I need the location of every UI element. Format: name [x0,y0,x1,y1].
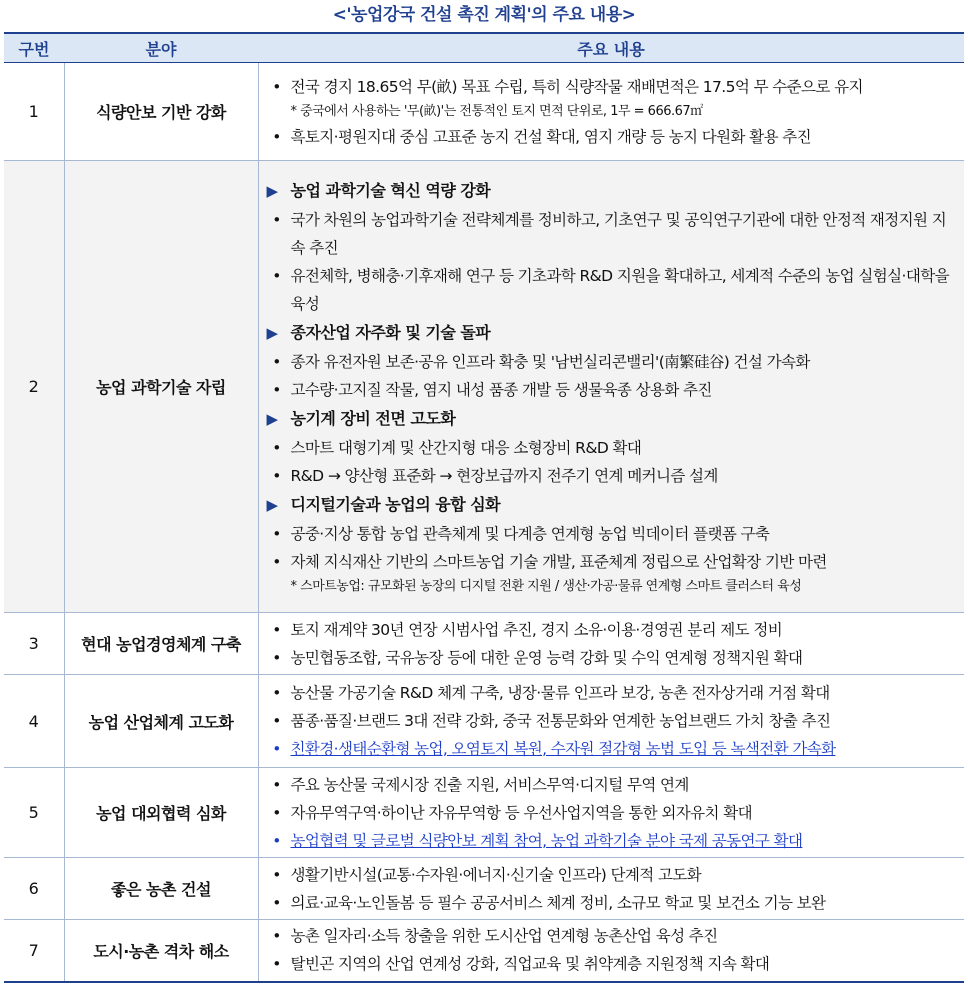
plan-table [4,32,964,983]
bullet-icon: • [272,893,281,912]
list-item: • 탈빈곤 지역의 산업 연계성 강화, 직업교육 및 취약계층 지원정책 지속 확대 [263,950,957,978]
list-item: • 종자 유전자원 보존·공유 인프라 확충 및 '남번실리콘밸리'(南繁硅谷) 건설 가속화 [263,348,957,376]
row-content [258,675,964,768]
bullet-icon: • [272,127,281,146]
triangle-icon: ▶ [266,495,278,514]
table-row [4,675,964,768]
table-row [4,920,964,982]
bullet-icon: • [272,380,281,399]
footnote: * 스마트농업: 규모화된 농장의 디지털 전환 지원 / 생산·가공·물류 연계형 스마트 클러스터 육성 [290,578,802,594]
list-item-link[interactable]: • 친환경·생태순환형 농업, 오염토지 복원, 수자원 절감형 농법 도입 등 녹색전환 가속화 [263,735,957,763]
footnote: * 중국에서 사용하는 '무(畝)'는 전통적인 토지 면적 단위로, 1무 = 666.67㎡ [290,103,703,119]
table-row [4,63,964,161]
header-no: 구번 [4,33,64,63]
list-item: • 농촌 일자리·소득 창출을 위한 도시산업 연계형 농촌산업 육성 추진 [263,922,957,950]
list-item: • 농산물 가공기술 R&D 체계 구축, 냉장·물류 인프라 보강, 농촌 전자상거래 거점 확대 [263,679,957,707]
list-item: • 농민협동조합, 국유농장 등에 대한 운영 능력 강화 및 수익 연계형 정책지원 확대 [263,644,957,672]
bullet-icon: • [272,831,281,850]
list-item: • 공중·지상 통합 농업 관측체계 및 다계층 연계형 농업 빅데이터 플랫폼 구축 [263,520,957,548]
triangle-icon: ▶ [266,323,278,342]
subsection-heading: ▶ 농기계 장비 전면 고도화 [263,404,957,434]
bullet-icon: • [272,266,281,285]
bullet-icon: • [272,620,281,639]
bullet-icon: • [272,352,281,371]
bullet-icon: • [272,648,281,667]
bullet-icon: • [272,775,281,794]
table-row [4,858,964,920]
list-item: • 자유무역구역·하이난 자유무역항 등 우선사업지역을 통한 외자유치 확대 [263,799,957,827]
bullet-icon: • [272,77,281,96]
row-content [258,858,964,920]
triangle-icon: ▶ [266,409,278,428]
row-content [258,920,964,982]
row-area: 도시·농촌 격차 해소 [64,920,258,982]
list-item: • 주요 농산물 국제시장 진출 지원, 서비스무역·디지털 무역 연계 [263,771,957,799]
list-item: • 토지 재계약 30년 연장 시범사업 추진, 경지 소유·이용·경영권 분리 제도 정비 [263,616,957,644]
row-number: 3 [4,613,64,675]
bullet-icon: • [272,210,281,229]
list-item: • 고수량·고지질 작물, 염지 내성 품종 개발 등 생물육종 상용화 추진 [263,376,957,404]
subsection-heading: ▶ 디지털기술과 농업의 융합 심화 [263,490,957,520]
triangle-icon: ▶ [266,181,278,200]
header-content: 주요 내용 [258,33,964,63]
bullet-icon: • [272,712,281,730]
row-area: 농업 대외협력 심화 [64,768,258,858]
bullet-icon: • [272,865,281,884]
row-content [258,161,964,613]
bullet-icon: • [272,438,281,457]
row-number: 1 [4,63,64,161]
header-area: 분야 [64,33,258,63]
list-item-link[interactable]: • 농업협력 및 글로벌 식량안보 계획 참여, 농업 과학기술 분야 국제 공동연구 확대 [263,827,957,855]
bullet-icon: • [272,524,281,543]
bullet-icon: • [272,927,281,946]
table-row [4,613,964,675]
row-number: 7 [4,920,64,982]
row-area: 농업 과학기술 자립 [64,161,258,613]
table-row [4,161,964,613]
bullet-icon: • [272,803,281,822]
list-item: • 의료·교육·노인돌봄 등 필수 공공서비스 체계 정비, 소규모 학교 및 보건소 기능 보완 [263,889,957,917]
bullet-icon: • [272,955,281,974]
row-area: 식량안보 기반 강화 [64,63,258,161]
row-area: 농업 산업체계 고도화 [64,675,258,768]
list-item: • 자체 지식재산 기반의 스마트농업 기술 개발, 표준체계 정립으로 산업확장 기반 마련 [263,548,957,576]
list-item: • 흑토지·평원지대 중심 고표준 농지 건설 확대, 염지 개량 등 농지 다원화 활용 추진 [263,123,957,151]
table-title: <'농업강국 건설 촉진 계획'의 주요 내용> [332,5,636,25]
bullet-icon: • [272,466,281,485]
row-area: 좋은 농촌 건설 [64,858,258,920]
row-number: 6 [4,858,64,920]
row-number: 2 [4,161,64,613]
row-content [258,63,964,161]
bullet-icon: • [272,684,281,702]
subsection-heading: ▶ 농업 과학기술 혁신 역량 강화 [263,176,957,206]
row-number: 5 [4,768,64,858]
row-content [258,768,964,858]
header-row [4,33,964,63]
row-area: 현대 농업경영체계 구축 [64,613,258,675]
list-item: • 품종·품질·브랜드 3대 전략 강화, 중국 전통문화와 연계한 농업브랜드 가치 창출 추진 [263,707,957,735]
list-item: • 생활기반시설(교통·수자원·에너지·신기술 인프라) 단계적 고도화 [263,861,957,889]
list-item: • 국가 차원의 농업과학기술 전략체계를 정비하고, 기초연구 및 공익연구기관에 대한 안정적 재정지원 지속 추진 [263,206,957,262]
list-item: • 전국 경지 18.65억 무(畝) 목표 수립, 특히 식량작물 재배면적은 17.5억 무 수준으로 유지 [263,73,957,101]
table-row [4,768,964,858]
list-item: • 스마트 대형기계 및 산간지형 대응 소형장비 R&D 확대 [263,434,957,462]
bullet-icon: • [272,740,281,758]
bullet-icon: • [272,552,281,571]
row-number: 4 [4,675,64,768]
row-content [258,613,964,675]
list-item: • R&D → 양산형 표준화 → 현장보급까지 전주기 연계 메커니즘 설계 [263,462,957,490]
subsection-heading: ▶ 종자산업 자주화 및 기술 돌파 [263,318,957,348]
list-item: • 유전체학, 병해충·기후재해 연구 등 기초과학 R&D 지원을 확대하고, 세계적 수준의 농업 실험실·대학을 육성 [263,262,957,318]
